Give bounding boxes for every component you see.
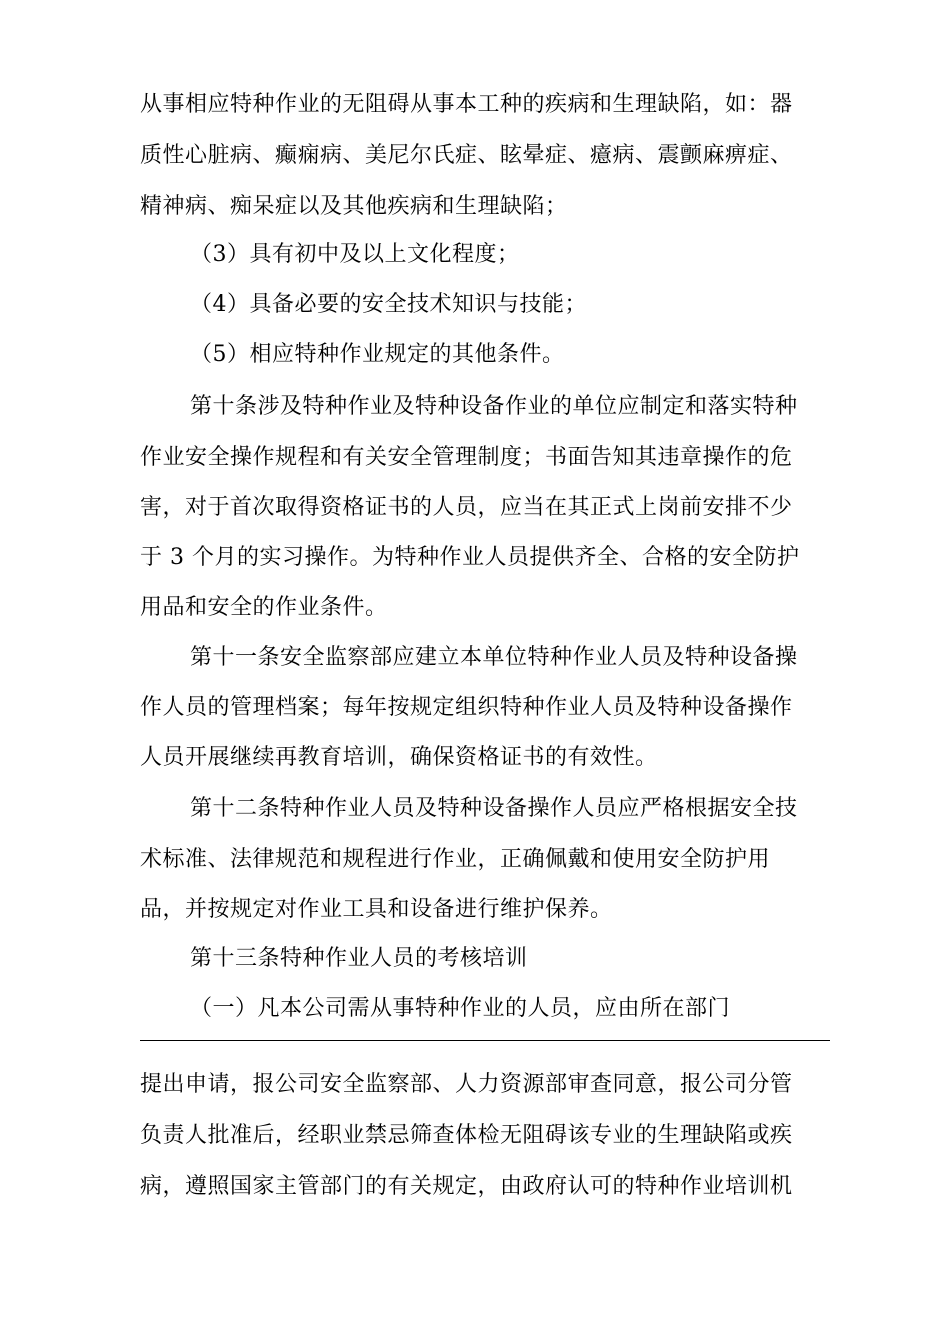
continuation-line: 负责人批准后，经职业禁忌筛查体检无阻碍该专业的生理缺陷或疾	[140, 1123, 793, 1148]
article-10-line: 于 3 个月的实习操作。为特种作业人员提供齐全、合格的安全防护	[140, 545, 800, 570]
continuation-line: 病，遵照国家主管部门的有关规定，由政府认可的特种作业培训机	[140, 1174, 793, 1199]
article-10-line: 第十条涉及特种作业及特种设备作业的单位应制定和落实特种	[190, 394, 798, 419]
list-item-3: （3）具有初中及以上文化程度；	[190, 242, 520, 267]
text-line: 质性心脏病、癫痫病、美尼尔氏症、眩晕症、癔病、震颤麻痹症、	[140, 143, 793, 168]
list-item-4: （4）具备必要的安全技术知识与技能；	[190, 292, 587, 317]
article-10-line: 害，对于首次取得资格证书的人员，应当在其正式上岗前安排不少	[140, 495, 793, 520]
article-12-line: 品，并按规定对作业工具和设备进行维护保养。	[140, 897, 613, 922]
article-12-line: 术标准、法律规范和规程进行作业，正确佩戴和使用安全防护用	[140, 847, 771, 872]
article-12-line: 第十二条特种作业人员及特种设备操作人员应严格根据安全技	[190, 796, 798, 821]
article-11-line: 人员开展继续再教育培训，确保资格证书的有效性。	[140, 745, 658, 770]
article-10-line: 用品和安全的作业条件。	[140, 595, 388, 620]
list-item-5: （5）相应特种作业规定的其他条件。	[190, 342, 565, 367]
text-line: 精神病、痴呆症以及其他疾病和生理缺陷；	[140, 194, 568, 219]
article-11-line: 第十一条安全监察部应建立本单位特种作业人员及特种设备操	[190, 645, 798, 670]
article-11-line: 作人员的管理档案；每年按规定组织特种作业人员及特种设备操作	[140, 695, 793, 720]
continuation-line: 提出申请，报公司安全监察部、人力资源部审查同意，报公司分管	[140, 1072, 793, 1097]
text-line: 从事相应特种作业的无阻碍从事本工种的疾病和生理缺陷，如：器	[140, 92, 793, 117]
article-10-line: 作业安全操作规程和有关安全管理制度；书面告知其违章操作的危	[140, 445, 793, 470]
article-13-heading: 第十三条特种作业人员的考核培训	[190, 946, 528, 971]
article-13-item-1: （一）凡本公司需从事特种作业的人员，应由所在部门	[190, 996, 731, 1021]
page-break-divider	[140, 1040, 830, 1041]
